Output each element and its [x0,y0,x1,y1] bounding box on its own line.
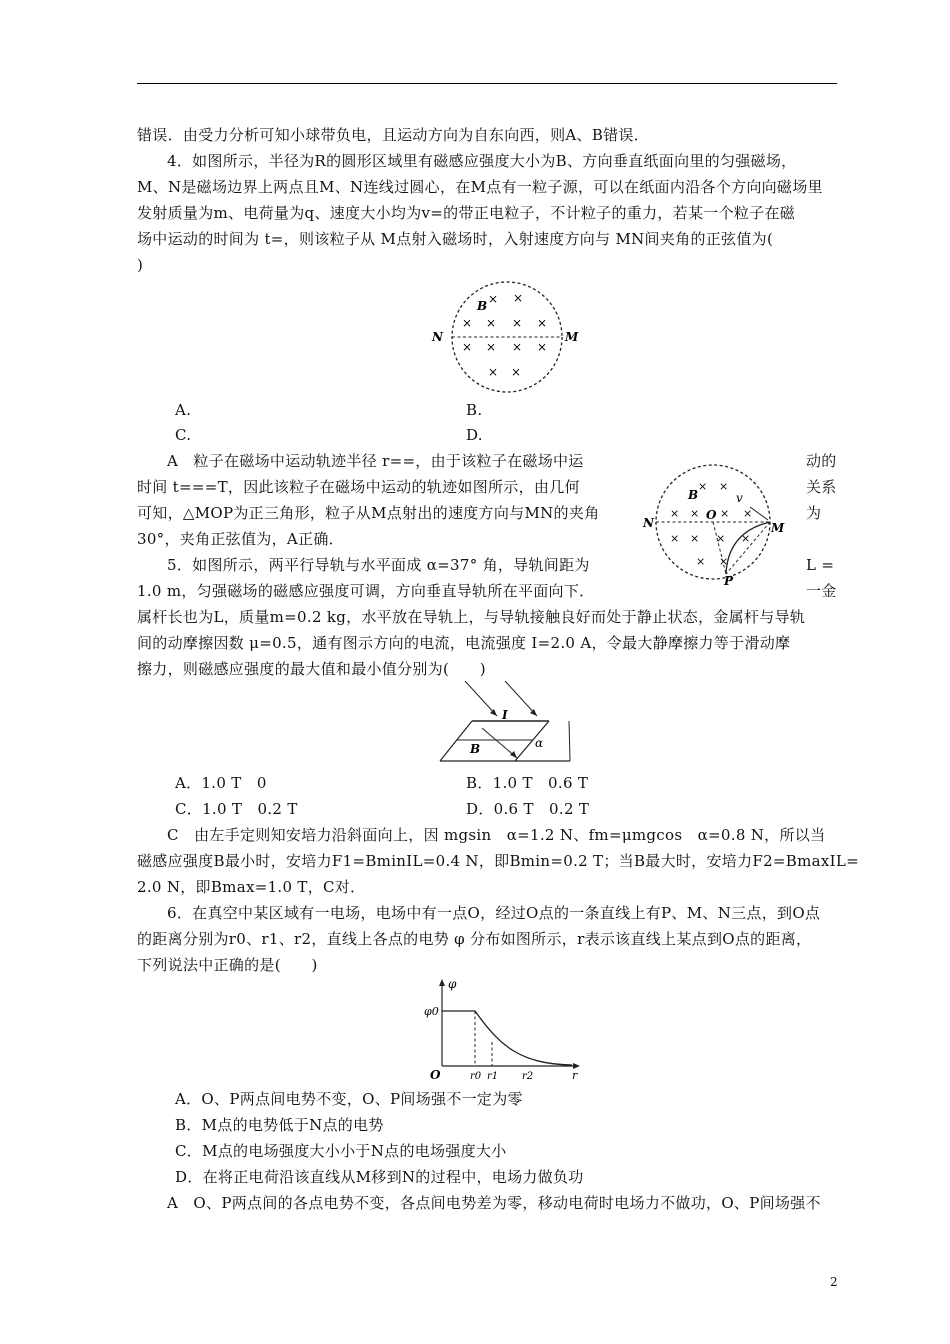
option-c: C．M点的电场强度大小小于N点的电场强度大小 [175,1142,507,1160]
cross-mark: × [486,340,497,354]
option-b: B．M点的电势低于N点的电势 [175,1116,384,1134]
option-d: D．在将正电荷沿该直线从M移到N的过程中，电场力做负功 [175,1168,584,1186]
label-n: N [643,516,654,530]
text-line: 的距离分别为r0、r1、r2，直线上各点的电势 φ 分布如图所示，r表示该直线上某点到O点的距离， [137,930,812,948]
velocity-arrow [750,507,768,520]
option-d: D．0.6 T 0.2 T [466,800,590,818]
option-c: C．1.0 T 0.2 T [175,800,298,818]
answer-5-text: C 由左手定则知安培力沿斜面向上，因 mgsin α=1.2 N、fm=μmgcos α=0.8 N，所以当 [167,826,826,844]
label-n: N [432,330,443,344]
text-line: 间的动摩擦因数 μ=0.5，通有图示方向的电流，电流强度 I=2.0 A，令最大静摩擦力等于滑动摩 [137,634,791,652]
option-b: B. [466,401,483,419]
text-line: 1.0 m，匀强磁场的磁感应强度可调，方向垂直导轨所在平面向下． [137,582,595,600]
cross-mark: × [696,555,706,568]
text-line: ) [137,256,144,274]
cross-mark: × [512,340,523,354]
option-d: D. [466,426,483,444]
rail-edge [440,721,472,761]
label-b: B [477,299,488,313]
cross-mark: × [462,340,473,354]
text-line: 动的 [806,452,837,470]
cross-mark: × [486,316,497,330]
text-line: 磁感应强度B最小时，安培力F1=BminIL=0.4 N，即Bmin=0.2 T；当B最大时，安培力F2=BmaxIL= [137,852,859,870]
question-5-text: 5．如图所示，两平行导轨与水平面成 α=37° 角，导轨间距为 [167,556,590,574]
field-line [505,681,537,716]
cross-mark: × [719,555,729,568]
rail-edge [515,721,549,761]
text-line: 30°，夹角正弦值为，A正确． [137,530,344,548]
cross-mark: × [670,532,680,545]
label-r1: r1 [487,1071,499,1081]
label-r2: r2 [522,1071,534,1081]
cross-mark: × [698,480,708,493]
label-m: M [565,330,579,344]
label-p: P [724,574,734,586]
arrow-head [510,751,517,758]
label-i: I [502,708,508,722]
text-line: 可知，△MOP为正三角形，粒子从M点射出的速度方向与MN的夹角 [137,504,600,522]
question-4-text: 4．如图所示，半径为R的圆形区域里有磁感应强度大小为B、方向垂直纸面向里的匀强磁场， [167,152,797,170]
cross-mark: × [488,292,499,306]
text-line: 场中运动的时间为 t=，则该粒子从 M点射入磁场时，入射速度方向与 MN间夹角的正弦值为( [137,230,774,248]
cross-mark: × [741,532,751,545]
text-line: L = [806,556,835,574]
option-a: A．1.0 T 0 [175,774,267,792]
label-o: O [706,508,717,522]
cross-mark: × [720,507,730,520]
particle-trajectory-figure [640,462,790,586]
cross-mark: × [511,365,522,379]
label-o: O [430,1068,441,1081]
page-number: 2 [830,1275,838,1289]
cross-mark: × [488,365,499,379]
label-r0: r0 [470,1071,482,1081]
option-a: A. [175,401,192,419]
cross-mark: × [537,340,548,354]
text-line: 发射质量为m、电荷量为q、速度大小均为v=的带正电粒子，不计粒子的重力，若某一个粒子在磁 [137,204,796,222]
label-b: B [688,488,699,502]
text-line: M、N是磁场边界上两点且M、N连线过圆心，在M点有一粒子源，可以在纸面内沿各个方向向磁场里 [137,178,823,196]
label-alpha: α [535,736,544,750]
header-rule [137,83,837,84]
answer-6-text: A O、P两点间的各点电势不变，各点间电势差为零，移动电荷时电场力不做功，O、P间场强不 [167,1194,821,1212]
inclined-rails-figure [437,676,577,766]
option-a: A．O、P两点间电势不变，O、P间场强不一定为零 [175,1090,523,1108]
cross-mark: × [670,507,680,520]
text-line: 下列说法中正确的是( ) [137,956,318,974]
cross-mark: × [690,532,700,545]
option-b: B．1.0 T 0.6 T [466,774,589,792]
potential-curve [442,1011,572,1065]
cross-mark: × [537,316,548,330]
cross-mark: × [690,507,700,520]
option-c: C. [175,426,192,444]
question-6-text: 6．在真空中某区域有一电场，电场中有一点O，经过O点的一条直线上有P、M、N三点，到O点 [167,904,821,922]
cross-mark: × [716,532,726,545]
potential-distribution-graph [420,976,588,1081]
cross-mark: × [462,316,473,330]
text-line: 关系 [806,478,837,496]
rail-edge [569,721,570,761]
cross-mark: × [513,291,524,305]
cross-mark: × [512,316,523,330]
magnetic-field-circle-figure [425,278,585,394]
label-phi: φ [448,977,457,991]
text-line: 擦力，则磁感应强度的最大值和最小值分别为( ) [137,660,486,678]
arrow-head [439,979,445,986]
text-line: 为 [806,504,822,522]
cross-mark: × [719,480,729,493]
label-phi0: φ0 [424,1005,439,1018]
field-line [465,681,497,716]
label-m: M [771,521,785,535]
label-v: v [736,491,743,505]
text-line: 属杆长也为L，质量m=0.2 kg，水平放在导轨上，与导轨接触良好而处于静止状态，金属杆与导轨 [137,608,806,626]
text-line: 时间 t===T，因此该粒子在磁场中运动的轨迹如图所示，由几何 [137,478,580,496]
label-b: B [470,742,481,756]
text-line: 2.0 N，即Bmax=1.0 T，C对． [137,878,366,896]
cross-mark: × [743,507,753,520]
text-line: 一金 [806,582,837,600]
answer-4-text: A 粒子在磁场中运动轨迹半径 r==，由于该粒子在磁场中运 [167,452,584,470]
text-line: 错误．由受力分析可知小球带负电，且运动方向为自东向西，则A、B错误． [137,126,650,144]
label-r: r [572,1069,578,1081]
